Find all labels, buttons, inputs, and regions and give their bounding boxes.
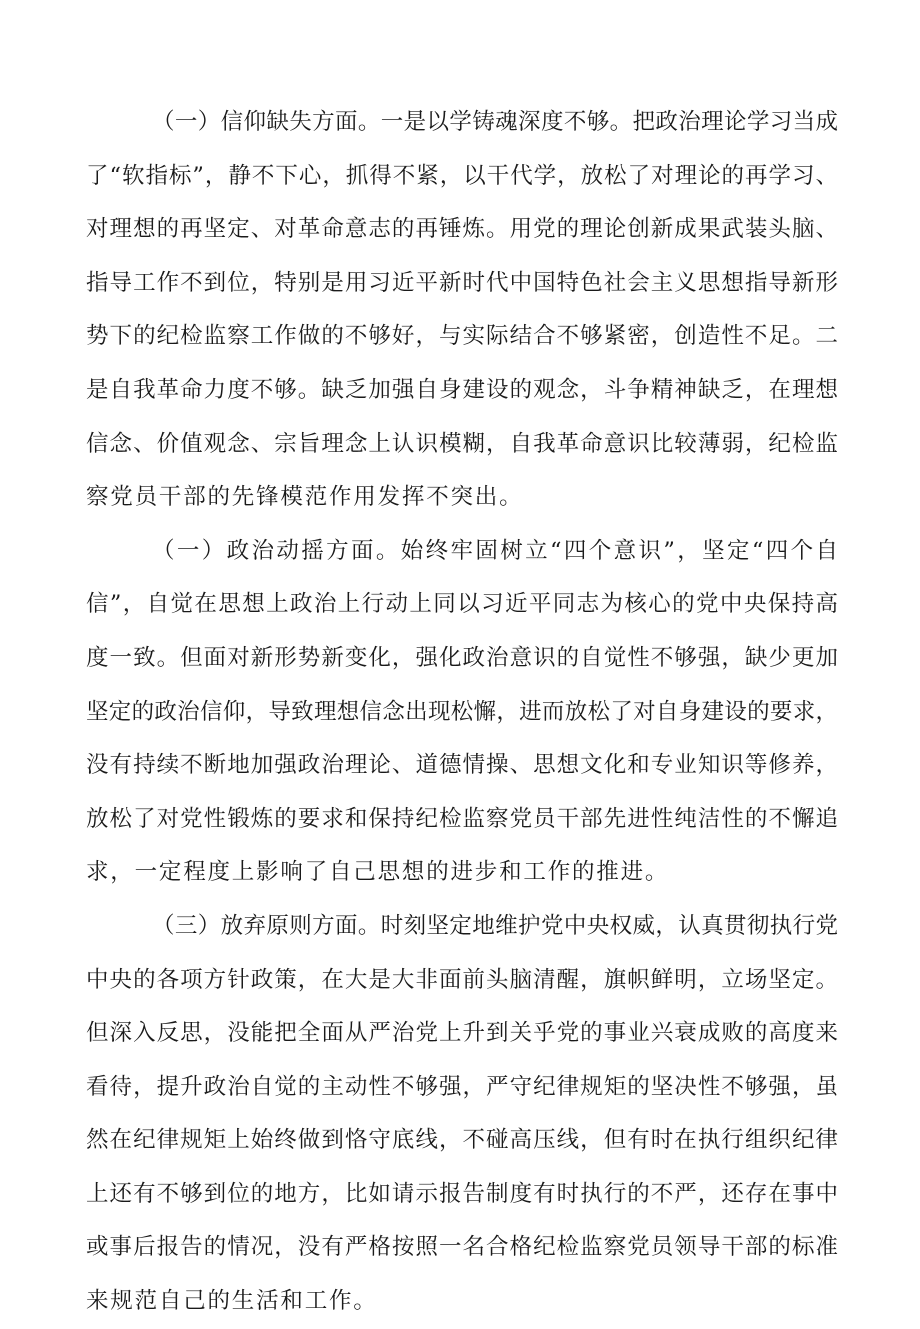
paragraph-line: （三）放弃原则方面。时刻坚定地维护党中央权威，认真贯彻执行党 <box>152 912 838 939</box>
paragraph-line: 度一致。但面对新形势新变化，强化政治意识的自觉性不够强，缺少更加 <box>86 644 838 671</box>
paragraph-line: 求，一定程度上影响了自己思想的进步和工作的推进。 <box>86 859 670 886</box>
paragraph-line: 来规范自己的生活和工作。 <box>86 1288 378 1315</box>
paragraph-line: 势下的纪检监察工作做的不够好，与实际结合不够紧密，创造性不足。二 <box>86 323 838 350</box>
paragraph-line: 没有持续不断地加强政治理论、道德情操、思想文化和专业知识等修养， <box>86 752 838 779</box>
paragraph-line: 放松了对党性锻炼的要求和保持纪检监察党员干部先进性纯洁性的不懈追 <box>86 805 838 832</box>
paragraph-line: 信”，自觉在思想上政治上行动上同以习近平同志为核心的党中央保持高 <box>86 591 838 618</box>
paragraph-line: 信念、价值观念、宗旨理念上认识模糊，自我革命意识比较薄弱，纪检监 <box>86 430 838 457</box>
paragraph-line: 上还有不够到位的地方，比如请示报告制度有时执行的不严，还存在事中 <box>86 1180 838 1207</box>
paragraph-line: （一）政治动摇方面。始终牢固树立“四个意识”，坚定“四个自 <box>152 537 838 564</box>
paragraph-line: 看待，提升政治自觉的主动性不够强，严守纪律规矩的坚决性不够强，虽 <box>86 1073 838 1100</box>
document-page <box>86 96 838 1329</box>
paragraph-line: 然在纪律规矩上始终做到恪守底线，不碰高压线，但有时在执行组织纪律 <box>86 1127 838 1154</box>
paragraph-line: 中央的各项方针政策，在大是大非面前头脑清醒，旗帜鲜明，立场坚定。 <box>86 966 838 993</box>
paragraph-belief <box>86 96 838 525</box>
paragraph-line: 是自我革命力度不够。缺乏加强自身建设的观念，斗争精神缺乏，在理想 <box>86 376 838 403</box>
paragraph-principles <box>86 900 838 1329</box>
paragraph-line: 了“软指标”，静不下心，抓得不紧，以干代学，放松了对理论的再学习、 <box>86 162 838 189</box>
paragraph-line: 但深入反思，没能把全面从严治党上升到关乎党的事业兴衰成败的高度来 <box>86 1020 838 1047</box>
paragraph-line: 对理想的再坚定、对革命意志的再锤炼。用党的理论创新成果武装头脑、 <box>86 216 838 243</box>
paragraph-line: 察党员干部的先锋模范作用发挥不突出。 <box>86 484 524 511</box>
paragraph-line: （一）信仰缺失方面。一是以学铸魂深度不够。把政治理论学习当成 <box>152 109 838 135</box>
paragraph-line: 或事后报告的情况，没有严格按照一名合格纪检监察党员领导干部的标准 <box>86 1234 838 1261</box>
paragraph-line: 指导工作不到位，特别是用习近平新时代中国特色社会主义思想指导新形 <box>86 269 838 296</box>
paragraph-line: 坚定的政治信仰，导致理想信念出现松懈，进而放松了对自身建设的要求， <box>86 698 838 725</box>
paragraph-politics <box>86 525 838 900</box>
